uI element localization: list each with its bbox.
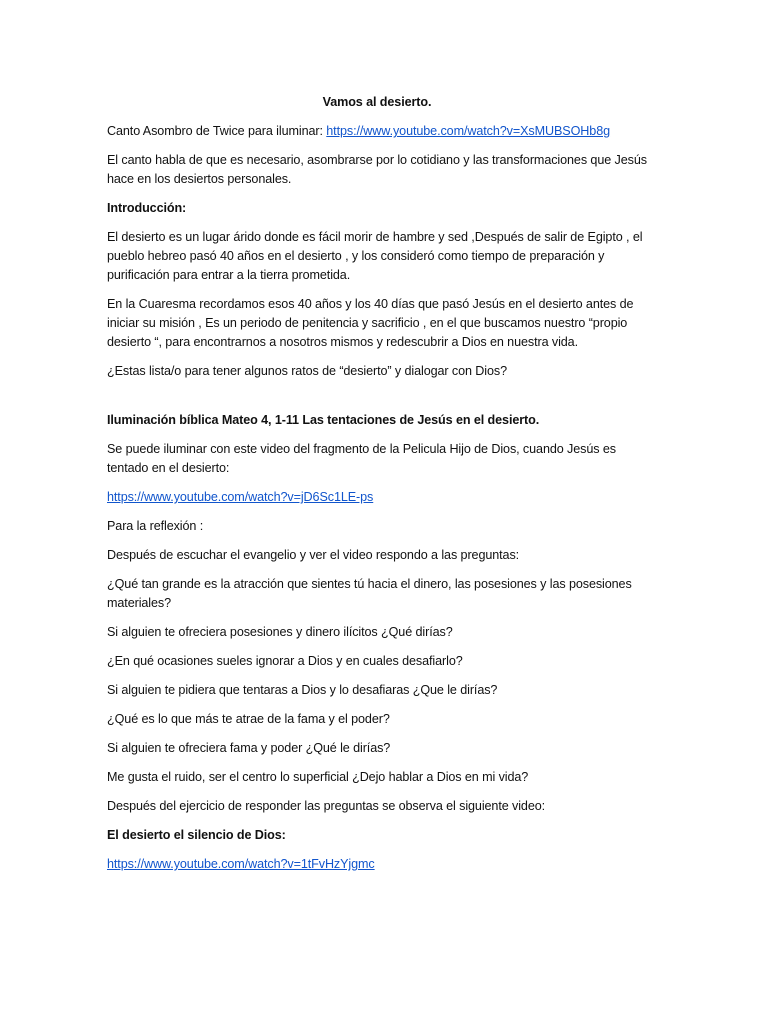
intro-heading: Introducción: <box>107 201 187 215</box>
intro-paragraph-2: En la Cuaresma recordamos esos 40 años y los 40 días que pasó Jesús en el desierto antes de iniciar su misión , Es un periodo de penitencia y sacrificio , en el que buscamos nuestro “propio desierto “, para encontrarnos a nosotros mismos y redescubrir a Dios en nuestra vida. <box>107 297 634 349</box>
after-text: Después del ejercicio de responder las preguntas se observa el siguiente video: <box>107 799 546 813</box>
video-link-line <box>107 488 647 507</box>
final-heading: El desierto el silencio de Dios: <box>107 828 286 842</box>
reflection-intro: Después de escuchar el evangelio y ver el video respondo a las preguntas: <box>107 548 520 562</box>
question-4: Si alguien te pidiera que tentaras a Dios y lo desafiaras ¿Que le dirías? <box>107 683 498 697</box>
reflection-label: Para la reflexión : <box>107 519 204 533</box>
question-6: Si alguien te ofreciera fama y poder ¿Qué le dirías? <box>107 741 391 755</box>
question-2: Si alguien te ofreciera posesiones y dinero ilícitos ¿Qué dirías? <box>107 625 453 639</box>
video-intro: Se puede iluminar con este video del fragmento de la Pelicula Hijo de Dios, cuando Jesús es tentado en el desierto: <box>107 442 616 475</box>
biblical-heading: Iluminación bíblica Mateo 4, 1-11 Las tentaciones de Jesús en el desierto. <box>107 413 540 427</box>
intro-paragraph-1: El desierto es un lugar árido donde es fácil morir de hambre y sed ,Después de salir de Egipto , el pueblo hebreo pasó 40 años en el desierto , y los consideró como tiempo de preparación y purificación para entrar a la tierra prometida. <box>107 230 643 282</box>
canto-line <box>107 122 647 141</box>
document-title: Vamos al desierto. <box>322 95 432 109</box>
canto-label: Canto Asombro de Twice para iluminar: <box>107 124 323 138</box>
final-link[interactable]: https://www.youtube.com/watch?v=1tFvHzYjgmc <box>107 857 375 871</box>
question-3: ¿En qué ocasiones sueles ignorar a Dios y en cuales desafiarlo? <box>107 654 463 668</box>
canto-link[interactable]: https://www.youtube.com/watch?v=XsMUBSOHb8g <box>326 124 611 138</box>
video-link[interactable]: https://www.youtube.com/watch?v=jD6Sc1LE-ps <box>107 490 374 504</box>
spacer <box>107 391 647 411</box>
canto-description: El canto habla de que es necesario, asombrarse por lo cotidiano y las transformaciones que Jesús hace en los desiertos personales. <box>107 153 647 186</box>
question-1: ¿Qué tan grande es la atracción que sientes tú hacia el dinero, las posesiones y las posesiones materiales? <box>107 577 632 610</box>
document-body <box>107 93 647 884</box>
intro-question: ¿Estas lista/o para tener algunos ratos de “desierto” y dialogar con Dios? <box>107 364 508 378</box>
final-link-line <box>107 855 647 874</box>
question-5: ¿Qué es lo que más te atrae de la fama y el poder? <box>107 712 390 726</box>
question-7: Me gusta el ruido, ser el centro lo superficial ¿Dejo hablar a Dios en mi vida? <box>107 770 529 784</box>
